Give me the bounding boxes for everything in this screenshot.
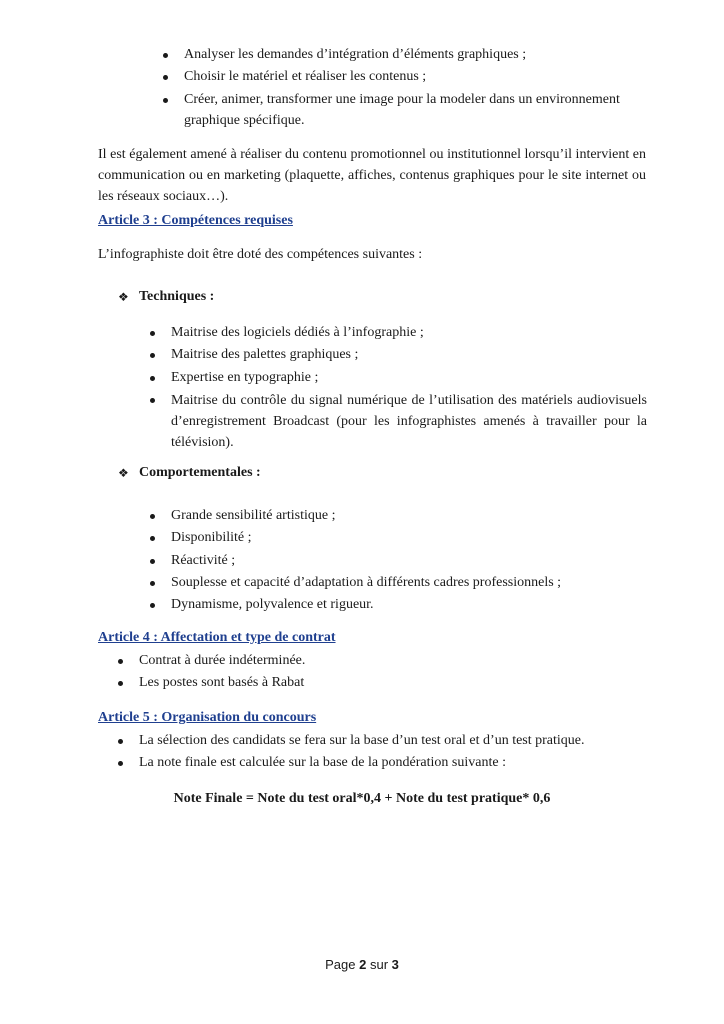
comportementales-item-3: Réactivité ; — [171, 553, 236, 568]
top-bullet-2: Choisir le matériel et réaliser les contenus ; — [184, 69, 427, 84]
bullet-dot — [118, 761, 123, 766]
bullet-dot — [150, 581, 155, 586]
techniques-item-2: Maitrise des palettes graphiques ; — [171, 347, 359, 362]
bullet-dot — [150, 331, 155, 336]
article4-item-1: Contrat à durée indéterminée. — [139, 653, 306, 668]
bullet-dot — [150, 603, 155, 608]
comportementales-item-1: Grande sensibilité artistique ; — [171, 508, 336, 523]
article5-item-2: La note finale est calculée sur la base de la pondération suivante : — [139, 755, 506, 770]
bullet-dot — [150, 559, 155, 564]
diamond-bullet-icon: ❖ — [118, 466, 129, 480]
top-bullet-3: Créer, animer, transformer une image pour la modeler dans un environnement — [184, 92, 620, 107]
techniques-title: Techniques : — [139, 289, 215, 304]
footer-page-total: 3 — [391, 957, 399, 972]
top-bullet-3-cont: graphique spécifique. — [184, 113, 305, 128]
bullet-dot — [163, 75, 168, 80]
comportementales-item-4: Souplesse et capacité d’adaptation à différents cadres professionnels ; — [171, 575, 562, 590]
top-bullet-1: Analyser les demandes d’intégration d’éléments graphiques ; — [184, 47, 527, 62]
article3-heading: Article 3 : Compétences requises — [98, 213, 293, 228]
article5-item-1: La sélection des candidats se fera sur la base d’un test oral et d’un test pratique. — [139, 733, 585, 748]
diamond-bullet-icon: ❖ — [118, 290, 129, 304]
bullet-dot — [163, 53, 168, 58]
bullet-dot — [150, 398, 155, 403]
bullet-dot — [118, 681, 123, 686]
footer-of-word: sur — [369, 957, 389, 972]
footer-page-number: 2 — [359, 957, 367, 972]
bullet-dot — [150, 376, 155, 381]
page-footer — [0, 956, 724, 974]
techniques-item-4: Maitrise du contrôle du signal numérique de l’utilisation des matériels audiovisuels d’enregistrement Broadcast (pour les infographistes amenés à travailler pour la télévision). — [171, 393, 647, 450]
footer-page-word: Page — [325, 957, 356, 972]
bullet-dot — [118, 659, 123, 664]
comportementales-title: Comportementales : — [139, 465, 261, 480]
techniques-item-3: Expertise en typographie ; — [171, 370, 319, 385]
techniques-item-1: Maitrise des logiciels dédiés à l’infographie ; — [171, 325, 424, 340]
bullet-dot — [163, 98, 168, 103]
article4-heading: Article 4 : Affectation et type de contrat — [98, 630, 336, 645]
final-grade-formula: Note Finale = Note du test oral*0,4 + Note du test pratique* 0,6 — [173, 791, 551, 806]
bullet-dot — [150, 353, 155, 358]
bullet-dot — [118, 739, 123, 744]
intro-paragraph: Il est également amené à réaliser du contenu promotionnel ou institutionnel lorsqu’il intervient en communication ou en marketing (plaquette, affiches, contenus graphiques pour le site internet ou les réseaux sociaux…). — [98, 147, 646, 204]
comportementales-item-5: Dynamisme, polyvalence et rigueur. — [171, 597, 374, 612]
bullet-dot — [150, 514, 155, 519]
article5-heading: Article 5 : Organisation du concours — [98, 710, 317, 725]
bullet-dot — [150, 536, 155, 541]
comportementales-item-2: Disponibilité ; — [171, 530, 252, 545]
article3-intro: L’infographiste doit être doté des compétences suivantes : — [98, 247, 423, 262]
article4-item-2: Les postes sont basés à Rabat — [139, 675, 305, 690]
